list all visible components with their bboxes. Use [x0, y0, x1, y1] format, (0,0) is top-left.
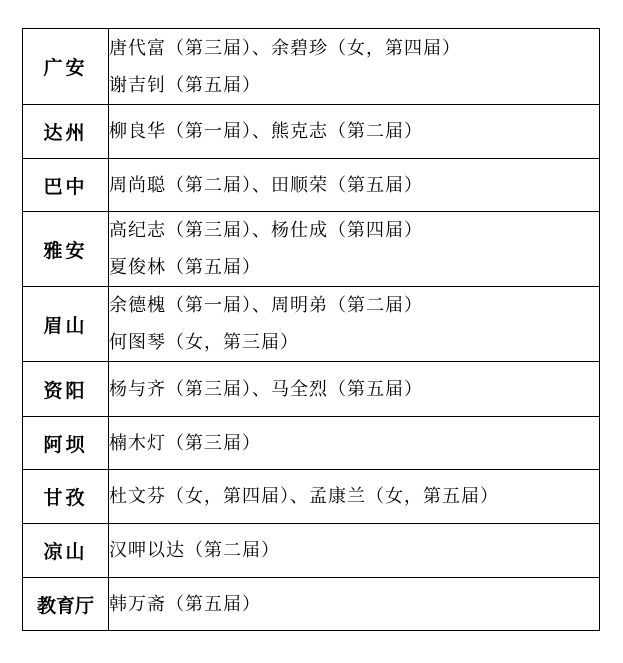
table-row	[23, 524, 600, 578]
names-cell	[109, 105, 600, 159]
names-line: 高纪志（第三届）、杨仕成（第四届）	[109, 220, 423, 241]
table-row	[23, 470, 600, 524]
names-line: 周尚聪（第二届）、田顺荣（第五届）	[109, 174, 423, 196]
names-cell	[109, 29, 600, 105]
region-cell: 达州	[23, 105, 109, 159]
names-line: 何图琴（女，第三届）	[109, 332, 299, 353]
names-cell	[109, 159, 600, 212]
names-line: 唐代富（第三届）、余碧珍（女，第四届）	[109, 37, 461, 59]
table-row	[23, 159, 600, 212]
table-row	[23, 105, 600, 159]
region-cell: 广安	[23, 29, 109, 105]
names-line: 柳良华（第一届）、熊克志（第二届）	[109, 121, 423, 142]
table-row	[23, 287, 600, 362]
table-row	[23, 578, 600, 631]
names-cell	[109, 578, 600, 631]
names-line: 韩万斋（第五届）	[109, 593, 261, 615]
names-cell	[109, 212, 600, 287]
region-cell: 阿坝	[23, 417, 109, 470]
region-cell: 甘孜	[23, 470, 109, 524]
names-cell	[109, 470, 600, 524]
names-cell	[109, 362, 600, 417]
table-row	[23, 362, 600, 417]
region-cell: 资阳	[23, 362, 109, 417]
region-cell: 教育厅	[23, 578, 109, 631]
names-cell	[109, 524, 600, 578]
names-line: 杨与齐（第三届）、马全烈（第五届）	[109, 378, 423, 400]
table-row	[23, 417, 600, 470]
region-cell: 凉山	[23, 524, 109, 578]
table-row	[23, 212, 600, 287]
names-line: 夏俊林（第五届）	[109, 257, 261, 278]
names-line: 汉呷以达（第二届）	[109, 540, 280, 561]
names-line: 杜文芬（女，第四届）、孟康兰（女，第五届）	[109, 486, 499, 507]
names-line: 谢吉钊（第五届）	[109, 74, 261, 96]
region-cell: 眉山	[23, 287, 109, 362]
roster-table	[22, 28, 600, 631]
names-line: 楠木灯（第三届）	[109, 432, 261, 454]
region-cell: 雅安	[23, 212, 109, 287]
table-row	[23, 29, 600, 105]
region-cell: 巴中	[23, 159, 109, 212]
names-cell	[109, 287, 600, 362]
names-line: 余德槐（第一届）、周明弟（第二届）	[109, 295, 423, 316]
names-cell	[109, 417, 600, 470]
